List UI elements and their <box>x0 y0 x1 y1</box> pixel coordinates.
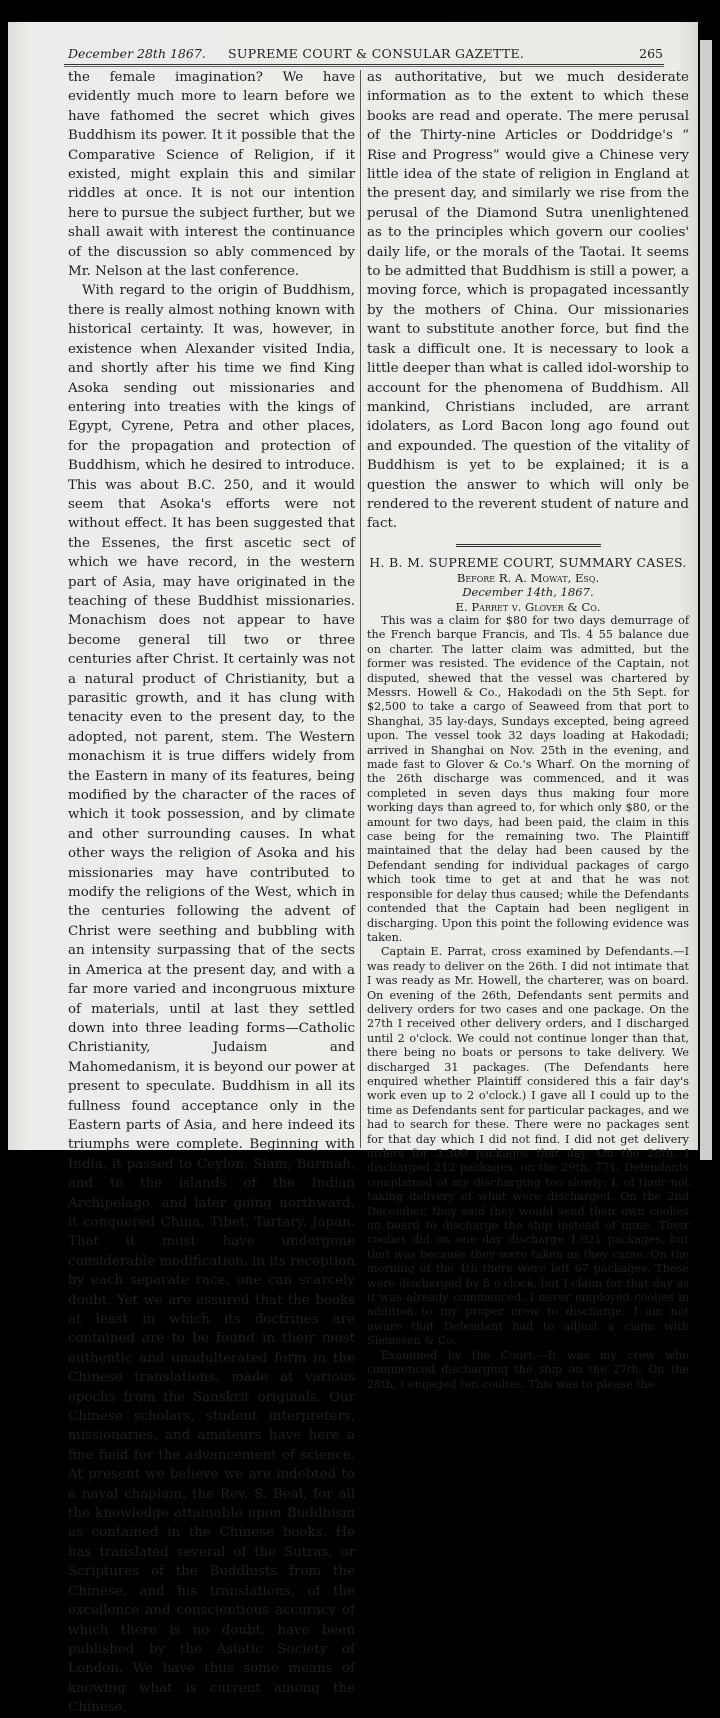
paragraph: This was a claim for $80 for two days demurrage of the French barque Francis, and Tls. 4 55 balance due on charter. The latter claim was admitted, but the former was resisted. The evidence of the Captain, not disputed, shewed that the vessel was chartered by Messrs. Howell & Co., Hakodadi on the 5th Sept. for $2,500 to take a cargo of Seaweed from that port to Shanghai, 35 lay-days, Sundays excepted, being agreed upon. The vessel took 32 days loading at Hakodadi; arrived in Shanghai on Nov. 25th in the evening, and made fast to Glover & Co.'s Wharf. On the morning of the 26th discharge was commenced, and it was completed in seven days thus making four more working days than agreed to, for which only $80, or the amount for two days, had been paid, the claim in this case being for the remaining two. The Plaintiff maintained that the delay had been caused by the Defendant sending for individual packages of cargo which took time to get at and that he was not responsible for delay thus caused; while the Defendants contended that the Captain had been negligent in discharging. Upon this point the following evidence was taken. <box>367 613 689 944</box>
paragraph: Captain E. Parrat, cross examined by Defendants.—I was ready to deliver on the 26th. I did not intimate that I was ready as Mr. Howell, the charterer, was on board. On evening of the 26th, Defendants sent permits and delivery orders for two cases and one package. On the 27th I received other delivery orders, and I discharged until 2 o'clock. We could not continue longer than that, there being no boats or persons to take delivery. We discharged 31 packages. (The Defendants here enquired whether Plaintiff considered this a fair day's work even up to 2 o'clock.) I gave all I could up to the time as Defendants sent for particular packages, and we had to search for these. There were no packages sent for that day which I did not find. I did not get delivery orders for 3,500 packages that day. On the 28th, I discharged 212 packages, on the 29th, 771. Defendants complained of my discharging too slowly; I, of their not taking delivery of what were discharged. On the 2nd December, they said they would send their own coolies on board to discharge the ship instead of mine. Their coolies did on one day discharge 1,921 packages, but that was because they were taken as they came. On the morning of the 4th there were left 67 packages. These were discharged by 8 o'clock, but I claim for that day as it was already commenced. I never employed coolies in addition to my proper crew to discharge. I am not aware that Defendant had to adjust a claim with Siemssen & Co. <box>367 945 689 1348</box>
paragraph: Examined by the Court.—It was my crew who commenced discharging the ship on the 27th. On the 28th, I engaged ten coolies. This was to please the <box>367 1348 689 1391</box>
left-column <box>68 68 355 1718</box>
section-heading: H. B. M. SUPREME COURT, SUMMARY CASES. <box>369 554 687 570</box>
paragraph: With regard to the origin of Buddhism, there is really almost nothing known with historical certainty. It was, however, in existence when Alexander visited India, and shortly after his time we find King Asoka sending out missionaries and entering into treaties with the kings of Egypt, Cyrene, Petra and other places, for the propagation and protection of Buddhism, which he desired to introduce. This was about B.C. 250, and it would seem that Asoka's efforts were not without effect. It has been suggested that the Essenes, the first ascetic sect of which we have record, in the western part of Asia, may have originated in the teaching of these Buddhist missionaries. Monachism does not appear to have become general till two or three centuries after Christ. It certainly was not a natural product of Christianity, but a parasitic growth, and it has clung with tenacity even to the present day, to the adopted, not parent, stem. The Western monachism it is true differs widely from the Eastern in many of its features, being modified by the character of the races of which it took possession, and by climate and other surrounding causes. In what other ways the religion of Asoka and his missionaries may have contributed to modify the religions of the West, which in the centuries following the advent of Christ were seething and bubbling with an intensity surpassing that of the sects in America at the present day, and with a far more varied and incongruous mixture of materials, until at last they settled down into three leading forms—Catholic Christianity, Judaism and Mahomedanism, it is beyond our power at present to speculate. Buddhism in all its fullness found acceptance only in the Eastern parts of Asia, and here indeed its triumphs were complete. Beginning with India, it passed to Ceylon, Siam, Burmah, and to the islands of the Indian Archipelago, and later going northward, it conquered China, Tibet, Tartary, Japan. That it must have undergone considerable modification, in its reception by each separate race, one can scarcely doubt. Yet we are assured that the books at least in which its doctrines are contained are to be found in their most authentic and unadulterated form in the Chinese translations, made at various epochs from the Sanskrit originals. Our Chinese scholars, student interpreters, missionaries, and amateurs have here a fine field for the advancement of science. At present we believe we are indebted to a naval chaplain, the Rev. S. Beal, for all the knowledge attainable upon Buddhism as contained in the Chinese books. He has translated several of the Sutras, or Scriptures of the Buddhists from the Chinese, and his translations, of the excellence and conscientious accuracy of which there is no doubt, have been published by the Asiatic Society of London. We have thus some means of knowing what is current among the Chinese, <box>68 283 355 1716</box>
page-number: 265 <box>639 46 663 61</box>
column-divider <box>360 70 361 1148</box>
header-date: December 28th 1867. <box>68 46 206 61</box>
before-judge: Before R. A. Mowat, Esq. <box>456 570 600 585</box>
page-edge <box>700 40 712 1160</box>
section-rule <box>456 544 601 547</box>
page-header <box>68 46 663 64</box>
case-title: E. Parret v. Glover & Co. <box>455 599 601 614</box>
paragraph: as authoritative, but we much desiderate information as to the extent to which these books are read and operate. The mere perusal of the Thirty-nine Articles or Doddridge's “ Rise and Progress” would give a Chinese very little idea of the state of religion in England at the present day, and similarly we rise from the perusal of the Diamond Sutra unenlightened as to the principles which govern our coolies' daily life, or the morals of the Taotai. It seems to be admitted that Buddhism is still a power, a moving force, which is propagated incessantly by the mothers of China. Our missionaries want to substitute another force, but find the task a difficult one. It is necessary to look a little deeper than what is called idol-worship to account for the phenomena of Buddhism. All mankind, Christians included, are arrant idolaters, as Lord Bacon long ago found out and expounded. The question of the vitality of Buddhism is yet to be explained; it is a question the answer to which will only be rendered to the reverent student of nature and fact. <box>367 70 689 532</box>
publication-title: SUPREME COURT & CONSULAR GAZETTE. <box>228 46 525 61</box>
paragraph: the female imagination? We have evidently much more to learn before we have fathomed the secret which gives Buddhism its power. It it possible that the Comparative Science of Religion, if it existed, might explain this and similar riddles at once. It is not our intention here to pursue the subject further, but we shall await with interest the continuance of the discussion so ably commenced by Mr. Nelson at the last conference. <box>68 70 355 280</box>
right-column <box>367 68 689 1392</box>
case-date: December 14th, 1867. <box>462 585 594 600</box>
header-rule <box>64 64 664 67</box>
